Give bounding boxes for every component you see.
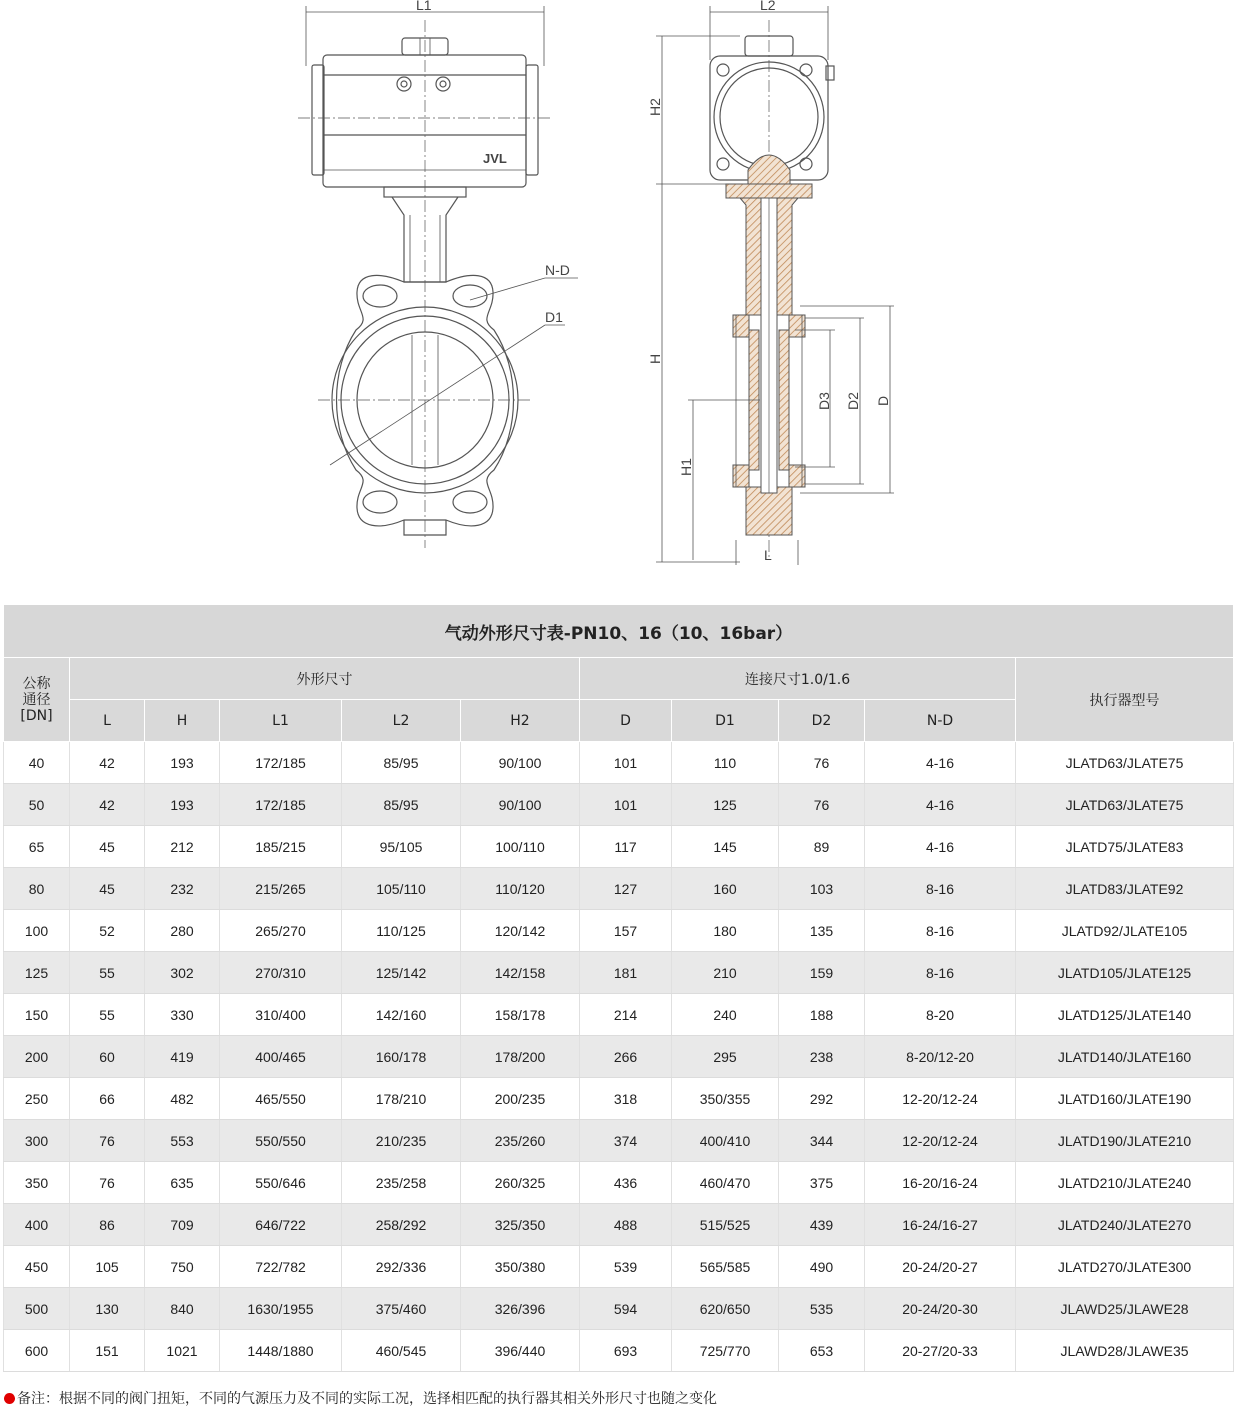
table-cell: 235/260 bbox=[461, 1120, 580, 1162]
table-cell: 240 bbox=[672, 994, 779, 1036]
valve-technical-drawing bbox=[0, 0, 1235, 600]
table-cell: JLATD240/JLATE270 bbox=[1016, 1204, 1234, 1246]
table-cell: 150 bbox=[4, 994, 70, 1036]
table-cell: 500 bbox=[4, 1288, 70, 1330]
table-row bbox=[4, 1078, 1234, 1120]
table-cell: JLATD125/JLATE140 bbox=[1016, 994, 1234, 1036]
table-cell: 103 bbox=[779, 868, 865, 910]
table-cell: 210/235 bbox=[342, 1120, 461, 1162]
table-cell: 212 bbox=[145, 826, 220, 868]
table-cell: 120/142 bbox=[461, 910, 580, 952]
dim-label-d2: D2 bbox=[845, 392, 861, 410]
table-cell: 4-16 bbox=[865, 784, 1016, 826]
table-cell: JLATD83/JLATE92 bbox=[1016, 868, 1234, 910]
table-cell: 200/235 bbox=[461, 1078, 580, 1120]
dim-label-nd: N-D bbox=[545, 262, 570, 278]
table-cell: 42 bbox=[70, 784, 145, 826]
table-cell: 515/525 bbox=[672, 1204, 779, 1246]
table-cell: 110 bbox=[672, 742, 779, 784]
table-cell: 101 bbox=[580, 742, 672, 784]
table-cell: 265/270 bbox=[220, 910, 342, 952]
table-cell: 200 bbox=[4, 1036, 70, 1078]
dim-label-d1: D1 bbox=[545, 309, 563, 325]
table-cell: 80 bbox=[4, 868, 70, 910]
table-cell: 188 bbox=[779, 994, 865, 1036]
table-cell: 460/470 bbox=[672, 1162, 779, 1204]
dn-header: 公称 通径 [DN] bbox=[4, 658, 70, 742]
front-view-labels bbox=[416, 0, 570, 325]
side-view-section bbox=[726, 155, 812, 535]
table-row bbox=[4, 1204, 1234, 1246]
table-cell: 127 bbox=[580, 868, 672, 910]
table-cell: 565/585 bbox=[672, 1246, 779, 1288]
table-cell: 292/336 bbox=[342, 1246, 461, 1288]
table-cell: 86 bbox=[70, 1204, 145, 1246]
table-cell: 709 bbox=[145, 1204, 220, 1246]
table-cell: JLATD270/JLATE300 bbox=[1016, 1246, 1234, 1288]
table-cell: 374 bbox=[580, 1120, 672, 1162]
table-row bbox=[4, 826, 1234, 868]
table-cell: JLATD160/JLATE190 bbox=[1016, 1078, 1234, 1120]
table-cell: 105 bbox=[70, 1246, 145, 1288]
col-header-nd: N-D bbox=[865, 700, 1016, 742]
table-row bbox=[4, 1036, 1234, 1078]
table-cell: 539 bbox=[580, 1246, 672, 1288]
dim-label-l: L bbox=[764, 547, 772, 563]
table-cell: 100/110 bbox=[461, 826, 580, 868]
col-header-h: H bbox=[145, 700, 220, 742]
table-cell: 318 bbox=[580, 1078, 672, 1120]
front-view bbox=[298, 6, 578, 548]
table-cell: 16-24/16-27 bbox=[865, 1204, 1016, 1246]
table-cell: JLATD63/JLATE75 bbox=[1016, 784, 1234, 826]
air-port-icon bbox=[436, 77, 450, 91]
table-cell: 55 bbox=[70, 952, 145, 994]
table-cell: 158/178 bbox=[461, 994, 580, 1036]
table-cell: 722/782 bbox=[220, 1246, 342, 1288]
footnote bbox=[4, 1388, 717, 1408]
col-header-l: L bbox=[70, 700, 145, 742]
actuator-header: 执行器型号 bbox=[1016, 658, 1234, 742]
table-cell: 12-20/12-24 bbox=[865, 1120, 1016, 1162]
table-cell: 76 bbox=[779, 742, 865, 784]
table-row bbox=[4, 1288, 1234, 1330]
table-cell: 840 bbox=[145, 1288, 220, 1330]
table-cell: 172/185 bbox=[220, 784, 342, 826]
table-cell: 594 bbox=[580, 1288, 672, 1330]
col-header-l1: L1 bbox=[220, 700, 342, 742]
table-cell: 330 bbox=[145, 994, 220, 1036]
table-cell: 178/210 bbox=[342, 1078, 461, 1120]
table-cell: 12-20/12-24 bbox=[865, 1078, 1016, 1120]
table-cell: 178/200 bbox=[461, 1036, 580, 1078]
col-header-h2: H2 bbox=[461, 700, 580, 742]
table-cell: JLATD210/JLATE240 bbox=[1016, 1162, 1234, 1204]
table-cell: 460/545 bbox=[342, 1330, 461, 1372]
table-cell: JLATD190/JLATE210 bbox=[1016, 1120, 1234, 1162]
footnote-text: 备注：根据不同的阀门扭矩，不同的气源压力及不同的实际工况，选择相匹配的执行器其相关外形尺寸也随之变化 bbox=[17, 1391, 717, 1407]
air-port-icon bbox=[397, 77, 411, 91]
table-cell: 280 bbox=[145, 910, 220, 952]
dimension-table bbox=[3, 604, 1234, 1372]
table-cell: 344 bbox=[779, 1120, 865, 1162]
table-cell: 270/310 bbox=[220, 952, 342, 994]
table-cell: 350 bbox=[4, 1162, 70, 1204]
table-cell: 232 bbox=[145, 868, 220, 910]
table-cell: 550/550 bbox=[220, 1120, 342, 1162]
table-cell: 8-20/12-20 bbox=[865, 1036, 1016, 1078]
table-cell: 135 bbox=[779, 910, 865, 952]
table-cell: 40 bbox=[4, 742, 70, 784]
table-cell: 160 bbox=[672, 868, 779, 910]
table-cell: 310/400 bbox=[220, 994, 342, 1036]
table-cell: 20-24/20-27 bbox=[865, 1246, 1016, 1288]
table-cell: 400/465 bbox=[220, 1036, 342, 1078]
table-cell: 238 bbox=[779, 1036, 865, 1078]
table-cell: 66 bbox=[70, 1078, 145, 1120]
table-cell: 185/215 bbox=[220, 826, 342, 868]
table-cell: 45 bbox=[70, 826, 145, 868]
table-cell: 142/158 bbox=[461, 952, 580, 994]
table-cell: 52 bbox=[70, 910, 145, 952]
table-cell: 1448/1880 bbox=[220, 1330, 342, 1372]
table-cell: 350/355 bbox=[672, 1078, 779, 1120]
table-cell: 465/550 bbox=[220, 1078, 342, 1120]
table-cell: 553 bbox=[145, 1120, 220, 1162]
table-cell: 550/646 bbox=[220, 1162, 342, 1204]
table-cell: 90/100 bbox=[461, 742, 580, 784]
table-row bbox=[4, 1162, 1234, 1204]
table-cell: 260/325 bbox=[461, 1162, 580, 1204]
bullet-icon bbox=[4, 1393, 15, 1404]
table-cell: 85/95 bbox=[342, 742, 461, 784]
table-cell: 250 bbox=[4, 1078, 70, 1120]
table-cell: 8-16 bbox=[865, 868, 1016, 910]
col-header-d1: D1 bbox=[672, 700, 779, 742]
dim-label-h: H bbox=[647, 353, 663, 364]
table-row bbox=[4, 952, 1234, 994]
table-cell: 60 bbox=[70, 1036, 145, 1078]
table-cell: 725/770 bbox=[672, 1330, 779, 1372]
table-cell: 20-27/20-33 bbox=[865, 1330, 1016, 1372]
table-cell: 42 bbox=[70, 742, 145, 784]
table-row bbox=[4, 868, 1234, 910]
table-cell: 110/125 bbox=[342, 910, 461, 952]
col-header-l2: L2 bbox=[342, 700, 461, 742]
group-header-outer: 外形尺寸 bbox=[70, 658, 580, 700]
table-cell: JLATD92/JLATE105 bbox=[1016, 910, 1234, 952]
group-header-connection: 连接尺寸1.0/1.6 bbox=[580, 658, 1016, 700]
table-cell: 180 bbox=[672, 910, 779, 952]
table-cell: 65 bbox=[4, 826, 70, 868]
table-cell: 375/460 bbox=[342, 1288, 461, 1330]
table-cell: 125 bbox=[672, 784, 779, 826]
table-cell: 693 bbox=[580, 1330, 672, 1372]
dim-label-l1: L1 bbox=[416, 0, 432, 13]
table-cell: 295 bbox=[672, 1036, 779, 1078]
table-cell: 266 bbox=[580, 1036, 672, 1078]
table-cell: 490 bbox=[779, 1246, 865, 1288]
table-cell: JLATD140/JLATE160 bbox=[1016, 1036, 1234, 1078]
table-cell: 450 bbox=[4, 1246, 70, 1288]
table-cell: 76 bbox=[70, 1162, 145, 1204]
table-cell: 8-16 bbox=[865, 952, 1016, 994]
table-cell: 635 bbox=[145, 1162, 220, 1204]
table-cell: 50 bbox=[4, 784, 70, 826]
table-cell: JLATD63/JLATE75 bbox=[1016, 742, 1234, 784]
table-cell: 258/292 bbox=[342, 1204, 461, 1246]
table-cell: 130 bbox=[70, 1288, 145, 1330]
table-cell: JLAWD25/JLAWE28 bbox=[1016, 1288, 1234, 1330]
table-cell: 125 bbox=[4, 952, 70, 994]
table-cell: 145 bbox=[672, 826, 779, 868]
table-cell: 181 bbox=[580, 952, 672, 994]
table-cell: 101 bbox=[580, 784, 672, 826]
dim-label-d: D bbox=[875, 395, 891, 406]
table-cell: 45 bbox=[70, 868, 145, 910]
table-cell: 400/410 bbox=[672, 1120, 779, 1162]
table-cell: 85/95 bbox=[342, 784, 461, 826]
table-cell: JLAWD28/JLAWE35 bbox=[1016, 1330, 1234, 1372]
table-cell: 172/185 bbox=[220, 742, 342, 784]
table-cell: 488 bbox=[580, 1204, 672, 1246]
table-cell: 439 bbox=[779, 1204, 865, 1246]
table-cell: 436 bbox=[580, 1162, 672, 1204]
table-cell: 750 bbox=[145, 1246, 220, 1288]
table-cell: 157 bbox=[580, 910, 672, 952]
table-cell: 215/265 bbox=[220, 868, 342, 910]
col-header-d: D bbox=[580, 700, 672, 742]
col-header-d2: D2 bbox=[779, 700, 865, 742]
table-cell: 4-16 bbox=[865, 742, 1016, 784]
table-row bbox=[4, 784, 1234, 826]
table-cell: 646/722 bbox=[220, 1204, 342, 1246]
table-cell: 1630/1955 bbox=[220, 1288, 342, 1330]
table-row bbox=[4, 994, 1234, 1036]
table-cell: 1021 bbox=[145, 1330, 220, 1372]
table-cell: 302 bbox=[145, 952, 220, 994]
table-cell: 105/110 bbox=[342, 868, 461, 910]
table-cell: JLATD105/JLATE125 bbox=[1016, 952, 1234, 994]
dim-label-h1: H1 bbox=[678, 458, 694, 476]
dim-label-h2: H2 bbox=[647, 98, 663, 116]
table-cell: 160/178 bbox=[342, 1036, 461, 1078]
dim-label-l2: L2 bbox=[760, 0, 776, 13]
table-cell: 535 bbox=[779, 1288, 865, 1330]
brand-label: JVL bbox=[483, 151, 507, 166]
table-row bbox=[4, 742, 1234, 784]
table-cell: 125/142 bbox=[342, 952, 461, 994]
table-cell: 193 bbox=[145, 784, 220, 826]
table-cell: 117 bbox=[580, 826, 672, 868]
table-cell: 292 bbox=[779, 1078, 865, 1120]
table-cell: 400 bbox=[4, 1204, 70, 1246]
table-cell: 325/350 bbox=[461, 1204, 580, 1246]
table-cell: 8-20 bbox=[865, 994, 1016, 1036]
table-cell: 214 bbox=[580, 994, 672, 1036]
table-cell: 100 bbox=[4, 910, 70, 952]
table-cell: 620/650 bbox=[672, 1288, 779, 1330]
table-cell: 55 bbox=[70, 994, 145, 1036]
table-body bbox=[4, 742, 1234, 1372]
table-cell: 76 bbox=[70, 1120, 145, 1162]
table-cell: 110/120 bbox=[461, 868, 580, 910]
dim-label-d3: D3 bbox=[816, 392, 832, 410]
table-cell: 300 bbox=[4, 1120, 70, 1162]
table-cell: 235/258 bbox=[342, 1162, 461, 1204]
table-cell: 350/380 bbox=[461, 1246, 580, 1288]
table-row bbox=[4, 1120, 1234, 1162]
table-cell: 8-16 bbox=[865, 910, 1016, 952]
table-cell: JLATD75/JLATE83 bbox=[1016, 826, 1234, 868]
table-cell: 142/160 bbox=[342, 994, 461, 1036]
table-cell: 210 bbox=[672, 952, 779, 994]
table-cell: 16-20/16-24 bbox=[865, 1162, 1016, 1204]
table-cell: 482 bbox=[145, 1078, 220, 1120]
table-cell: 151 bbox=[70, 1330, 145, 1372]
table-cell: 90/100 bbox=[461, 784, 580, 826]
table-cell: 20-24/20-30 bbox=[865, 1288, 1016, 1330]
table-cell: 600 bbox=[4, 1330, 70, 1372]
table-cell: 95/105 bbox=[342, 826, 461, 868]
table-row bbox=[4, 1330, 1234, 1372]
table-cell: 396/440 bbox=[461, 1330, 580, 1372]
table-cell: 653 bbox=[779, 1330, 865, 1372]
table-cell: 193 bbox=[145, 742, 220, 784]
table-cell: 419 bbox=[145, 1036, 220, 1078]
table-cell: 4-16 bbox=[865, 826, 1016, 868]
table-cell: 326/396 bbox=[461, 1288, 580, 1330]
table-cell: 89 bbox=[779, 826, 865, 868]
table-cell: 375 bbox=[779, 1162, 865, 1204]
table-row bbox=[4, 910, 1234, 952]
table-title: 气动外形尺寸表-PN10、16（10、16bar） bbox=[4, 605, 1234, 658]
table-cell: 159 bbox=[779, 952, 865, 994]
table-cell: 76 bbox=[779, 784, 865, 826]
table-row bbox=[4, 1246, 1234, 1288]
